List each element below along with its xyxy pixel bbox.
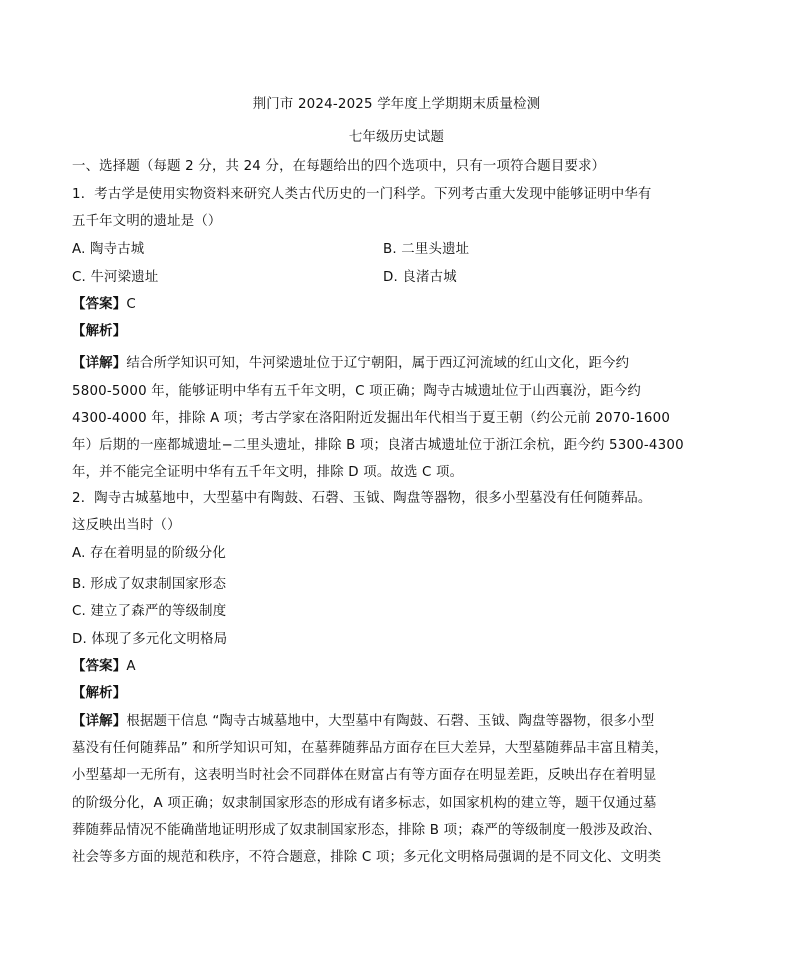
q1-detail-line5: 年，并不能完全证明中华有五千年文明，排除 D 项。故选 C 项。 bbox=[72, 465, 464, 480]
q2-analysis-tag: 【解析】 bbox=[72, 686, 127, 701]
q1-analysis-tag: 【解析】 bbox=[72, 324, 127, 339]
q1-option-b: B. 二里头遗址 bbox=[383, 242, 470, 257]
q2-detail-line5: 葬随葬品情况不能确凿地证明形成了奴隶制国家形态，排除 B 项；森严的等级制度一般涉及政治、 bbox=[72, 823, 662, 838]
answer-tag: 【答案】 bbox=[72, 659, 127, 674]
q1-detail-line3: 4300-4000 年，排除 A 项；考古学家在洛阳附近发掘出年代相当于夏王朝（约公元前 2070-1600 bbox=[72, 411, 671, 426]
q1-detail-line1: 【详解】结合所学知识可知，牛河梁遗址位于辽宁朝阳，属于西辽河流域的红山文化，距今约 bbox=[72, 356, 630, 371]
document-subtitle: 七年级历史试题 bbox=[348, 130, 445, 145]
q1-option-a: A. 陶寺古城 bbox=[72, 242, 145, 257]
detail-tag: 【详解】 bbox=[72, 356, 127, 371]
q2-stem-line1: 2．陶寺古城墓地中，大型墓中有陶鼓、石磬、玉钺、陶盘等器物，很多小型墓没有任何随葬品。 bbox=[72, 491, 652, 506]
q2-detail-line6: 社会等多方面的规范和秩序，不符合题意，排除 C 项；多元化文明格局强调的是不同文化、文明类 bbox=[72, 850, 662, 865]
q2-option-b: B. 形成了奴隶制国家形态 bbox=[72, 577, 227, 592]
q2-detail-line4: 的阶级分化，A 项正确；奴隶制国家形态的形成有诸多标志，如国家机构的建立等，题干仅通过墓 bbox=[72, 796, 657, 811]
q2-detail-line2: 墓没有任何随葬品” 和所学知识可知，在墓葬随葬品方面存在巨大差异，大型墓随葬品丰富且精美， bbox=[72, 741, 668, 756]
detail-tag: 【详解】 bbox=[72, 714, 127, 729]
q2-detail-line1: 【详解】根据题干信息 “陶寺古城墓地中，大型墓中有陶鼓、石磬、玉钺、陶盘等器物，很多小型 bbox=[72, 714, 655, 729]
q2-stem-line2: 这反映出当时（） bbox=[72, 518, 181, 533]
q1-stem-line2: 五千年文明的遗址是（） bbox=[72, 214, 222, 229]
answer-tag: 【答案】 bbox=[72, 297, 127, 312]
q1-option-c: C. 牛河梁遗址 bbox=[72, 270, 159, 285]
document-title: 荆门市 2024-2025 学年度上学期期末质量检测 bbox=[252, 97, 541, 112]
q2-answer bbox=[72, 658, 136, 676]
q2-detail-line3: 小型墓却一无所有，这表明当时社会不同群体在财富占有等方面存在明显差距，反映出存在着明显 bbox=[72, 768, 657, 783]
q2-option-d: D. 体现了多元化文明格局 bbox=[72, 632, 228, 647]
q1-detail-line4: 年）后期的一座都城遗址−二里头遗址，排除 B 项；良渚古城遗址位于浙江余杭，距今约 5300-4300 bbox=[72, 438, 684, 453]
answer-value: A bbox=[126, 659, 136, 674]
q1-option-d: D. 良渚古城 bbox=[383, 270, 457, 285]
answer-value: C bbox=[126, 297, 136, 312]
section-heading: 一、选择题（每题 2 分，共 24 分，在每题给出的四个选项中，只有一项符合题目要求） bbox=[72, 159, 606, 174]
q2-option-c: C. 建立了森严的等级制度 bbox=[72, 604, 227, 619]
q2-option-a: A. 存在着明显的阶级分化 bbox=[72, 546, 226, 561]
q1-stem-line1: 1．考古学是使用实物资料来研究人类古代历史的一门科学。下列考古重大发现中能够证明中华有 bbox=[72, 187, 652, 202]
q1-answer bbox=[72, 296, 136, 314]
q1-detail-line2: 5800-5000 年，能够证明中华有五千年文明，C 项正确；陶寺古城遗址位于山西襄汾，距今约 bbox=[72, 384, 641, 399]
